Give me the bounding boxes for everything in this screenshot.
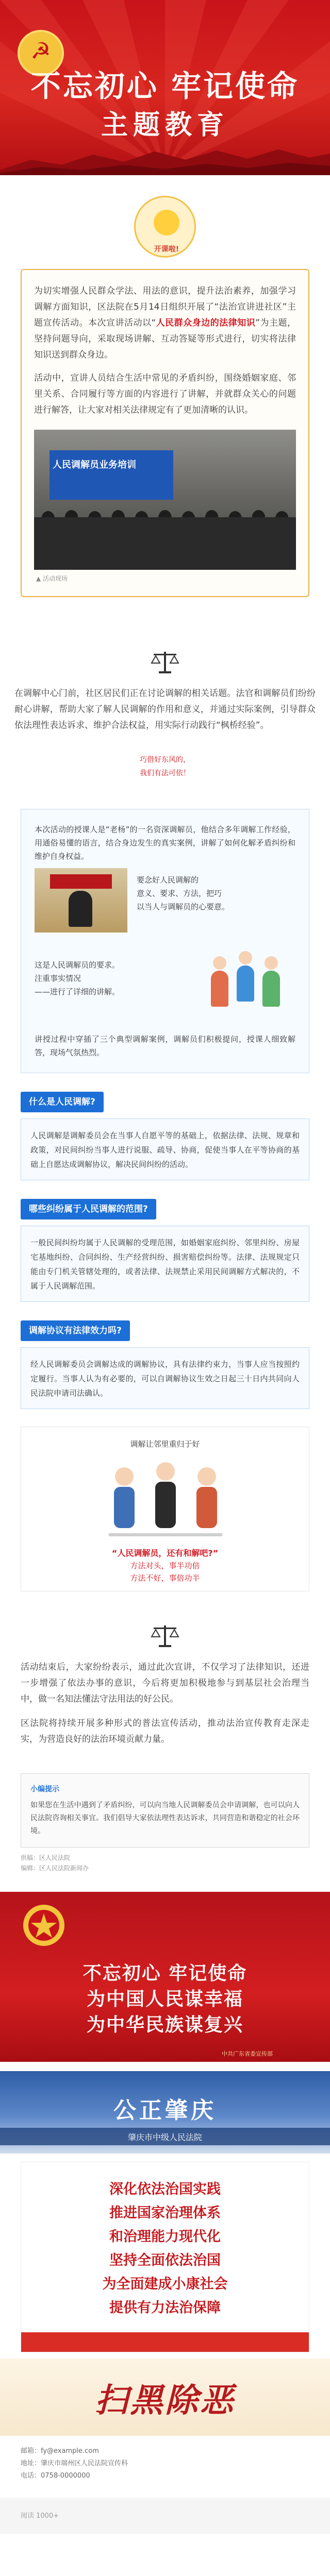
resident-head	[239, 951, 252, 964]
intro-card	[21, 269, 309, 597]
lecturer-note-line: 要念好人民调解的	[137, 875, 199, 885]
cartoon-title: 调解让邻里重归于好	[130, 1439, 200, 1449]
great-wall-decoration	[0, 139, 330, 175]
intro-text-c: ”为主题，坚持问题导向，采取现场讲解、互动答疑等形式进行，切实将法律知识送到群众身边。	[34, 318, 296, 360]
party-emblem-icon: ☭	[18, 30, 64, 76]
contact-info	[21, 2445, 309, 2482]
read-count: 阅读 1000+	[21, 2512, 59, 2520]
lecturer-closing: 讲授过程中穿插了三个典型调解案例，调解员们积极提问，授课人细致解答，现场气氛热烈。	[35, 1035, 295, 1057]
story-paragraph: 在调解中心门前，社区居民们正在讨论调解的相关话题。法官和调解员们纷纷耐心讲解，帮助大家了解人民调解的作用和意义，并通过实际案例，引导群众依法理性表达诉求、维护合法权益，用实际行动践行“枫桥经验”。	[14, 688, 316, 731]
resident-head	[265, 956, 278, 970]
banner-subtitle: 主题教育	[101, 110, 229, 141]
meeting-table	[34, 517, 296, 570]
source-credit: 供稿：区人民法院 编辑：区人民法院新闻办	[21, 1854, 89, 1872]
poster-footer-band	[21, 2332, 309, 2352]
rule-of-law-poster	[21, 2162, 309, 2352]
page-filler	[0, 2534, 330, 2576]
lecture-sign	[50, 874, 112, 889]
residents-illustration	[203, 941, 295, 1023]
promo-poster	[0, 1892, 330, 2062]
qa-answer-text: 一般民间纠纷均属于人民调解的受理范围，如婚姻家庭纠纷、邻里纠纷、房屋宅基地纠纷、合同纠纷、生产经营纠纷、损害赔偿纠纷等。法律、法规规定只能由专门机关管辖处理的，或者法律、法规禁止采用民间调解方式解决的，不属于人民调解范围。	[30, 1238, 300, 1291]
contact-line: 邮箱：fy@example.com	[21, 2447, 99, 2455]
intro-section	[0, 175, 330, 618]
promo-line-2: 为中国人民谋幸福	[86, 1989, 243, 2010]
resident-figure	[237, 965, 254, 1002]
poster-line: 推进国家治理体系	[109, 2205, 221, 2221]
speech-bubble	[126, 754, 204, 790]
qa-answer-2	[21, 1226, 309, 1302]
class-badge	[134, 196, 196, 258]
photo-caption: ▲ 活动现场	[36, 575, 68, 582]
article-footer	[0, 2498, 330, 2534]
notice-text: 如果您在生活中遇到了矛盾纠纷，可以向当地人民调解委员会申请调解，也可以向人民法院咨询相关事宜。我们倡导大家依法理性表达诉求，共同营造和谐稳定的社会环境。	[30, 1801, 300, 1835]
resident-figure	[211, 971, 228, 1007]
cartoon-subslogan-2: 方法不好，事倍功半	[130, 1573, 200, 1583]
qa-heading-1	[21, 1092, 309, 1112]
qa-label: 什么是人民调解?	[21, 1092, 104, 1112]
editor-notice	[21, 1773, 309, 1848]
poster-line: 坚持全面依法治国	[109, 2252, 221, 2268]
poster-line: 提供有力法治保障	[109, 2300, 221, 2316]
bubble-line-1: 巧借好东风的，	[140, 756, 190, 764]
mediation-illustration	[98, 1456, 233, 1544]
court-banner	[0, 2071, 330, 2154]
header-banner	[0, 0, 330, 175]
mediation-cartoon	[21, 1427, 309, 1591]
badge-caption: 开课啦!	[154, 245, 179, 253]
lecturer-note-line: 意义、要求、方法，把巧	[137, 889, 222, 898]
qa-label: 调解协议有法律效力吗?	[21, 1320, 130, 1341]
intro-paragraph-1	[34, 283, 296, 363]
notice-heading: 小编提示	[30, 1785, 59, 1793]
lecturer-figure	[69, 891, 92, 927]
justice-scale-icon	[150, 649, 180, 675]
resident-figure	[262, 971, 280, 1007]
mascot-icon	[154, 210, 179, 235]
ending-section	[0, 1659, 330, 1758]
qa-label: 哪些纠纷属于人民调解的范围?	[21, 1199, 156, 1219]
intro-highlight: 人民群众身边的法律知识	[156, 318, 256, 328]
lecturer-note-line: 注重事实情况	[35, 974, 81, 983]
anniversary-emblem-icon	[21, 1902, 67, 1948]
story-section	[0, 686, 330, 795]
ending-paragraph-2: 区法院将持续开展多种形式的普法宣传活动，推动法治宣传教育走深走实，为营造良好的法治环境贡献力量。	[21, 1718, 309, 1744]
qa-answer-3	[21, 1347, 309, 1409]
poster-line: 深化依法治国实践	[109, 2181, 221, 2197]
promo-credit: 中共广东省委宣传部	[222, 2050, 273, 2057]
intro-text-a: 为切实增强人民群众学法、用法的意识，提升法治素养，加强学习调解方面知识，区法院在5月14日	[34, 286, 296, 312]
contact-line: 电话：0758-0000000	[21, 2472, 90, 2480]
ending-paragraph-1: 活动结束后，大家纷纷表示，通过此次宣讲，不仅学习了法律知识，还进一步增强了依法办事的意识，今后将更加积极地参与到基层社会治理当中，做一名知法懂法守法用法的好公民。	[21, 1662, 309, 1704]
promo-line-1: 不忘初心 牢记使命	[82, 1963, 248, 1984]
lecturer-intro: 本次活动的授课人是“老杨”的一名资深调解员，他结合多年调解工作经验，用通俗易懂的语言，结合身边发生的真实案例，讲解了如何化解矛盾纠纷和维护自身权益。	[35, 825, 295, 861]
lecturer-panel	[21, 809, 309, 1073]
lecturer-notes	[137, 873, 229, 913]
intro-text-b: 组织开展了“法治宣讲进社区”主题宣传活动。本次宣讲活动以“	[34, 302, 296, 328]
anti-crime-slogan: 扫黑除恶	[95, 2382, 235, 2420]
contact-line: 地址：肇庆市端州区人民法院宣传科	[21, 2460, 128, 2467]
screen-text: 人民调解员业务培训	[53, 460, 136, 470]
court-slogan: 公正肇庆	[113, 2097, 217, 2124]
lecturer-row-2	[35, 938, 295, 1023]
cartoon-subslogan-1: 方法对头，事半功倍	[130, 1561, 200, 1570]
poster-line: 为全面建成小康社会	[102, 2276, 228, 2292]
lecturer-row	[35, 863, 295, 933]
banner-title: 不忘初心 牢记使命	[30, 69, 300, 104]
qa-answer-1	[21, 1118, 309, 1180]
qa-answer-text: 人民调解是调解委员会在当事人自愿平等的基础上，依据法律、法规、规章和政策，对民间纠纷当事人进行说服、疏导、协商，促使当事人在平等协商的基础上自愿达成调解协议，解决民间纠纷的活动。	[30, 1131, 300, 1169]
intro-paragraph-2: 活动中，宣讲人员结合生活中常见的矛盾纠纷，围绕婚姻家庭、邻里关系、合同履行等方面的内容进行了讲解，并就群众关心的问题进行解答，让大家对相关法律规定有了更加清晰的认识。	[34, 373, 296, 415]
lecturer-note-line: 以当人与调解员的心要意。	[137, 902, 230, 911]
poster-line: 和治理能力现代化	[109, 2229, 221, 2245]
qa-heading-3	[21, 1320, 309, 1341]
justice-scale-icon	[150, 1622, 180, 1649]
cartoon-slogan: “人民调解员，还有和解吧?”	[111, 1548, 219, 1558]
lecturer-photo	[35, 868, 127, 933]
court-name: 肇庆市中级人民法院	[127, 2132, 202, 2142]
promo-line-3: 为中华民族谋复兴	[86, 2014, 243, 2036]
qa-heading-2	[21, 1199, 309, 1219]
qa-answer-text: 经人民调解委员会调解达成的调解协议，具有法律约束力，当事人应当按照约定履行。当事人认为有必要的，可以自调解协议生效之日起三十日内共同向人民法院申请司法确认。	[30, 1360, 300, 1398]
lecturer-note-line: 这是人民调解员的要求。	[35, 960, 120, 970]
bubble-line-2: 我们有法可依！	[140, 769, 190, 777]
resident-head	[213, 956, 226, 970]
event-photo	[34, 430, 296, 570]
anti-crime-banner	[0, 2359, 330, 2436]
lecturer-notes-2	[35, 958, 120, 998]
lecturer-note-line: ——进行了详细的讲解。	[35, 987, 120, 996]
